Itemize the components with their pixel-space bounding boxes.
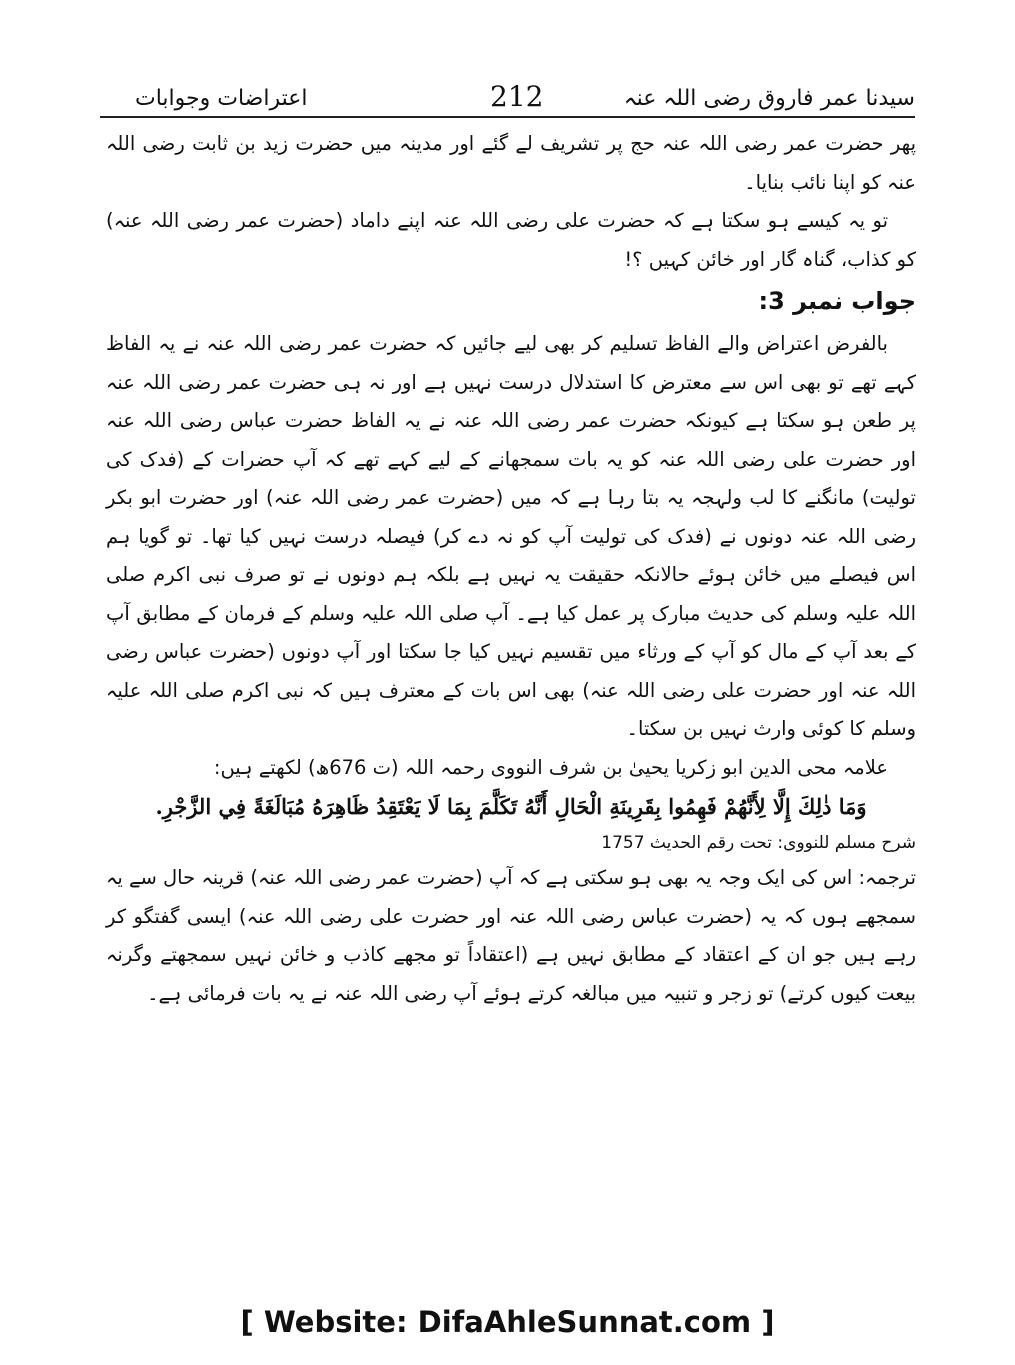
page-number: 212 xyxy=(490,80,544,113)
answer-heading: جواب نمبر 3: xyxy=(758,287,916,315)
header-rule xyxy=(100,116,915,118)
chapter-title: اعتراضات وجوابات xyxy=(135,86,308,111)
paragraph-3: بالفرض اعتراض والے الفاظ تسلیم کر بھی لیے جائیں کہ حضرت عمر رضی اللہ عنہ نے یہ الفاظ کہے تھے تو بھی اس سے معترض کا استدلال درست نہیں ہے اور نہ ہی حضرت عمر رضی اللہ عنہ پر طعن ہو سکتا ہے کیونکہ حضرت عمر رضی اللہ عنہ نے یہ الفاظ حضرت عباس رضی اللہ عنہ اور حضرت علی رضی اللہ عنہ کو یہ بات سمجھانے کے لیے کہے تھے کہ آپ حضرات کے (فدک کی تولیت) مانگنے کا لب ولہجہ یہ بتا رہا ہے کہ میں (حضرت عمر رضی اللہ عنہ) اور حضرت ابو بکر رضی اللہ عنہ دونوں نے (فدک کی تولیت آپ کو نہ دے کر) فیصلہ درست نہیں کیا تھا۔ تو گویا ہم اس فیصلے میں خائن ہوئے حالانکہ حقیقت یہ نہیں ہے بلکہ ہم دونوں نے تو صرف نبی اکرم صلی اللہ علیہ وسلم کی حدیث مبارک پر عمل کیا ہے۔ آپ صلی اللہ علیہ وسلم کے فرمان کے مطابق آپ کے بعد آپ کے مال کو آپ کے ورثاء میں تقسیم نہیں کیا جا سکتا اور آپ دونوں (حضرت عباس رضی اللہ عنہ اور حضرت علی رضی اللہ عنہ) بھی اس بات کے معترف ہیں کہ نبی اکرم صلی اللہ علیہ وسلم کا کوئی وارث نہیں بن سکتا۔ xyxy=(106,332,916,740)
translation: ترجمہ: اس کی ایک وجہ یہ بھی ہو سکتی ہے کہ آپ (حضرت عمر رضی اللہ عنہ) قرینہ حال سے یہ سمجھے ہوں کہ یہ (حضرت عباس رضی اللہ عنہ اور حضرت علی رضی اللہ عنہ) ایسی گفتگو کر رہے ہیں جو ان کے اعتقاد کے مطابق نہیں ہے (اعتقاداً تو مجھے کاذب و خائن نہیں سمجھتے وگرنہ بیعت کیوں کرتے) تو زجر و تنبیہ میں مبالغہ کرتے ہوئے آپ رضی اللہ عنہ نے یہ بات فرمائی ہے۔ xyxy=(105,866,916,1005)
page-body xyxy=(106,125,916,1013)
website-footer: [ Website: DifaAhleSunnat.com ] xyxy=(240,1305,775,1339)
book-title: سیدنا عمر فاروق رضی اللہ عنہ xyxy=(623,86,915,111)
paragraph-1: پھر حضرت عمر رضی اللہ عنہ حج پر تشریف لے گئے اور مدینہ میں حضرت زید بن ثابت رضی اللہ عنہ کو اپنا نائب بنایا۔ xyxy=(106,132,916,194)
hadith-reference: شرح مسلم للنووی: تحت رقم الحدیث 1757 xyxy=(601,833,916,853)
paragraph-2: تو یہ کیسے ہو سکتا ہے کہ حضرت علی رضی اللہ عنہ اپنے داماد (حضرت عمر رضی اللہ عنہ) کو کذاب، گناہ گار اور خائن کہیں ؟! xyxy=(106,209,916,271)
arabic-quote: وَمَا ذٰلِكَ إِلَّا لِأَنَّهُمْ فَهِمُوا بِقَرِينَةِ الْحَالِ أَنَّهُ تَكَلَّمَ بِمَا لَا يَعْتَقِدُ ظَاهِرَهُ مُبَالَغَةً فِي الزَّجْرِ. xyxy=(155,794,867,819)
page-header xyxy=(100,80,915,116)
quote-intro: علامہ محی الدین ابو زکریا یحییٰ بن شرف النووی رحمہ اللہ (ت 676ھ) لکھتے ہیں: xyxy=(213,755,888,779)
